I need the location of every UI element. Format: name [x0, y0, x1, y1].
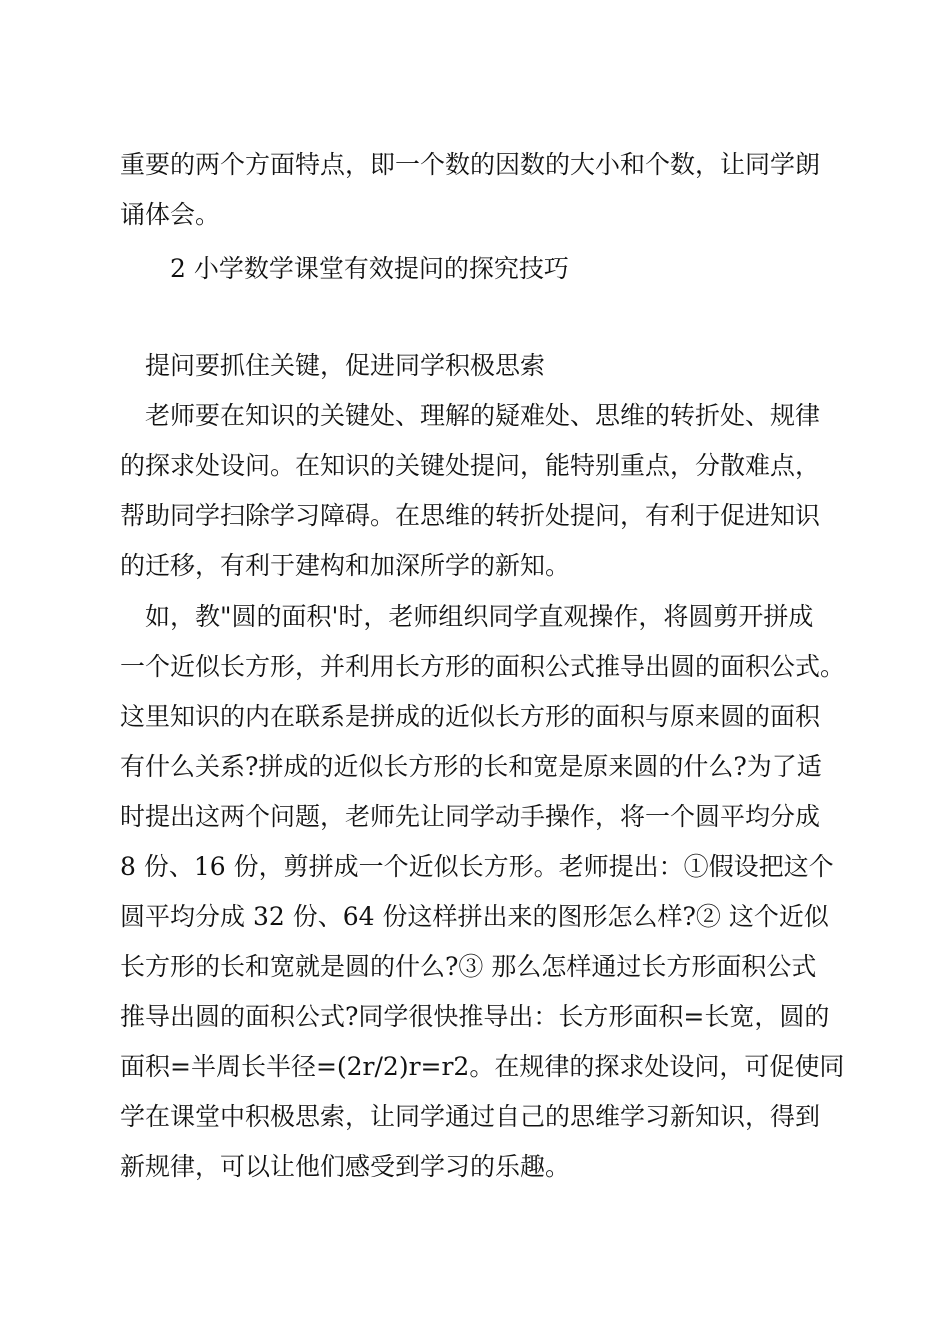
paragraph-line: 的探求处设问。在知识的关键处提问，能特别重点，分散难点， [120, 451, 821, 480]
paragraph-line: 8 份、16 份，剪拼成一个近似长方形。老师提出：①假设把这个 [120, 852, 834, 881]
paragraph-line: 重要的两个方面特点，即一个数的因数的大小和个数，让同学朗 [120, 150, 821, 179]
paragraph-line: 长方形的长和宽就是圆的什么?③ 那么怎样通过长方形面积公式 [120, 952, 817, 981]
paragraph-line: 老师要在知识的关键处、理解的疑难处、思维的转折处、规律 [145, 401, 821, 430]
paragraph-line: 面积=半周长半径=(2r/2)r=r2。在规律的探求处设问，可促使同 [120, 1052, 845, 1081]
paragraph-line: 有什么关系?拼成的近似长方形的长和宽是原来圆的什么?为了适 [120, 752, 822, 781]
section-heading: 2 小学数学课堂有效提问的探究技巧 [170, 254, 569, 283]
paragraph-line: 诵体会。 [120, 200, 221, 229]
paragraph-line: 新规律，可以让他们感受到学习的乐趣。 [120, 1152, 571, 1181]
paragraph-line: 如，教"圆的面积'时，老师组织同学直观操作，将圆剪开拼成 [145, 602, 814, 631]
paragraph-line: 的迁移，有利于建构和加深所学的新知。 [120, 551, 571, 580]
paragraph-line: 学在课堂中积极思索，让同学通过自己的思维学习新知识，得到 [120, 1102, 821, 1131]
paragraph-line: 圆平均分成 32 份、64 份这样拼出来的图形怎么样?② 这个近似 [120, 902, 829, 931]
paragraph-line: 帮助同学扫除学习障碍。在思维的转折处提问，有利于促进知识 [120, 501, 821, 530]
paragraph-line: 时提出这两个问题，老师先让同学动手操作，将一个圆平均分成 [120, 802, 821, 831]
subheading: 提问要抓住关键，促进同学积极思索 [145, 351, 546, 380]
paragraph-line: 这里知识的内在联系是拼成的近似长方形的面积与原来圆的面积 [120, 702, 821, 731]
paragraph-line: 一个近似长方形，并利用长方形的面积公式推导出圆的面积公式。 [120, 652, 846, 681]
paragraph-line: 推导出圆的面积公式?同学很快推导出：长方形面积=长宽，圆的 [120, 1002, 830, 1031]
